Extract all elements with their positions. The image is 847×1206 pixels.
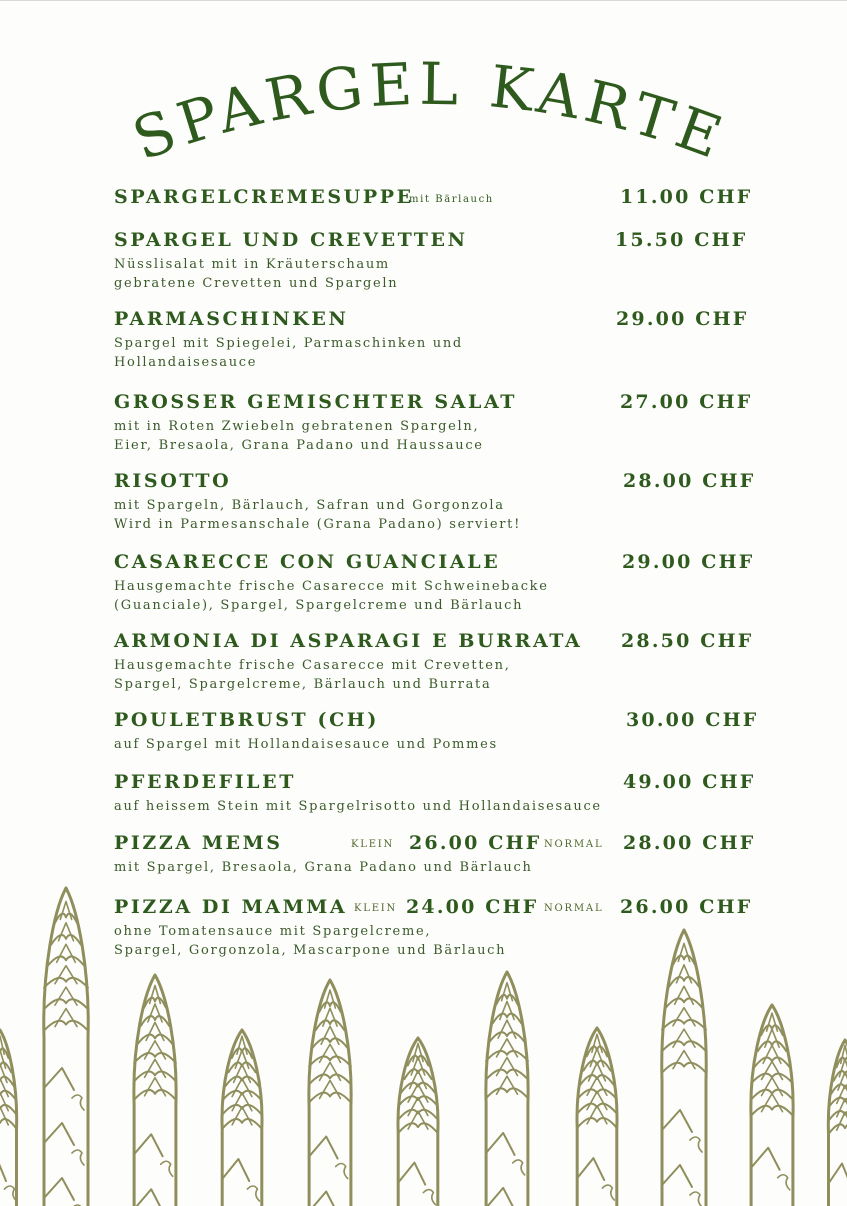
desc-line: Spargel, Spargelcreme, Bärlauch und Burrata <box>114 677 492 692</box>
item-description <box>114 858 533 877</box>
desc-line: mit in Roten Zwiebeln gebratenen Spargeln, <box>114 419 480 434</box>
desc-line: Eier, Bresaola, Grana Padano und Haussauce <box>114 438 484 453</box>
asparagus-illustration <box>0 880 847 1206</box>
item-name: PIZZA DI MAMMA <box>114 896 348 918</box>
desc-line: Hausgemachte frische Casarecce mit Schweinebacke <box>114 579 549 594</box>
size-label-small: KLEIN <box>351 839 395 850</box>
item-name: GROSSER GEMISCHTER SALAT <box>114 391 517 413</box>
item-name: ARMONIA DI ASPARAGI E BURRATA <box>114 630 583 652</box>
item-description <box>114 255 398 293</box>
item-note: mit Bärlauch <box>409 194 494 205</box>
asparagus-spear <box>828 1040 847 1206</box>
asparagus-spear <box>662 930 706 1206</box>
svg-text:SPARGEL KARTE <box>124 50 736 174</box>
item-price: 29.00 CHF <box>616 308 749 330</box>
size-label-normal: NORMAL <box>544 839 604 850</box>
item-price: 49.00 CHF <box>623 771 756 793</box>
item-description <box>114 797 602 816</box>
item-price: 30.00 CHF <box>626 709 759 731</box>
item-price-normal: 26.00 CHF <box>620 896 753 918</box>
menu-title <box>0 30 847 180</box>
item-description <box>114 735 498 754</box>
desc-line: ohne Tomatensauce mit Spargelcreme, <box>114 924 432 939</box>
item-description <box>114 334 463 372</box>
asparagus-spear <box>44 888 88 1206</box>
item-name: PFERDEFILET <box>114 771 296 793</box>
item-price: 29.00 CHF <box>622 551 755 573</box>
desc-line: gebratene Crevetten und Spargeln <box>114 276 399 291</box>
asparagus-spear <box>0 1030 17 1206</box>
item-price-normal: 28.00 CHF <box>623 832 756 854</box>
item-price-small: 24.00 CHF <box>406 896 539 918</box>
asparagus-spear <box>486 972 528 1206</box>
item-name: SPARGELCREMESUPPE <box>114 186 414 208</box>
size-label-small: KLEIN <box>354 903 398 914</box>
desc-line: Spargel mit Spiegelei, Parmaschinken und <box>114 336 463 351</box>
item-price: 27.00 CHF <box>620 391 753 413</box>
item-name: PARMASCHINKEN <box>114 308 349 330</box>
item-description <box>114 577 549 615</box>
desc-line: Nüsslisalat mit in Kräuterschaum <box>114 257 390 272</box>
asparagus-spear <box>309 980 351 1206</box>
size-label-normal: NORMAL <box>544 903 604 914</box>
desc-line: auf Spargel mit Hollandaisesauce und Pommes <box>114 737 498 752</box>
item-name: SPARGEL UND CREVETTEN <box>114 229 468 251</box>
top-divider <box>0 0 847 1</box>
desc-line: mit Spargeln, Bärlauch, Safran und Gorgonzola <box>114 498 505 513</box>
desc-line: Hollandaisesauce <box>114 355 258 370</box>
asparagus-spear <box>398 1038 438 1206</box>
desc-line: (Guanciale), Spargel, Spargelcreme und Bärlauch <box>114 598 524 613</box>
item-description <box>114 656 511 694</box>
item-description <box>114 417 484 455</box>
item-price: 28.00 CHF <box>623 470 756 492</box>
desc-line: mit Spargel, Bresaola, Grana Padano und Bärlauch <box>114 860 533 875</box>
desc-line: Wird in Parmesanschale (Grana Padano) serviert! <box>114 517 522 532</box>
asparagus-spear <box>222 1030 262 1206</box>
asparagus-spear <box>751 1005 793 1206</box>
item-description <box>114 496 521 534</box>
desc-line: Spargel, Gorgonzola, Mascarpone und Bärlauch <box>114 943 507 958</box>
item-name: RISOTTO <box>114 470 232 492</box>
item-price: 15.50 CHF <box>615 229 748 251</box>
item-price: 28.50 CHF <box>621 630 754 652</box>
item-price-small: 26.00 CHF <box>409 832 542 854</box>
asparagus-spear <box>577 1028 617 1206</box>
asparagus-spear <box>134 975 176 1206</box>
item-price: 11.00 CHF <box>620 186 753 208</box>
title-text: SPARGEL KARTE <box>124 49 736 174</box>
desc-line: Hausgemachte frische Casarecce mit Crevetten, <box>114 658 511 673</box>
item-name: CASARECCE CON GUANCIALE <box>114 551 501 573</box>
desc-line: auf heissem Stein mit Spargelrisotto und Hollandaisesauce <box>114 799 602 814</box>
item-name: PIZZA MEMS <box>114 832 283 854</box>
item-name: POULETBRUST (CH) <box>114 709 379 731</box>
